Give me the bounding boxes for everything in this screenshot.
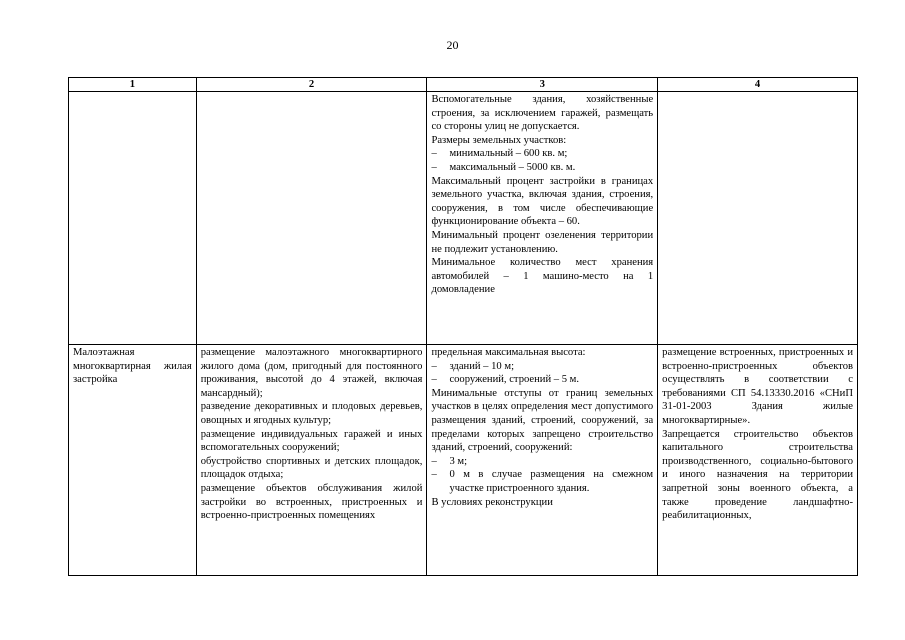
cell <box>196 92 427 345</box>
paragraph: обустройство спортивных и детских площадок, площадок отдыха; <box>200 455 423 481</box>
dash-marker: – <box>431 148 437 160</box>
table-row <box>69 92 858 345</box>
paragraph: разведение декоративных и плодовых деревьев, овощных и ягодных культур; <box>200 401 423 426</box>
cell-permitted-use-description <box>196 345 427 576</box>
dash-list-item <box>431 373 653 387</box>
dash-item-text: 3 м; <box>449 455 468 467</box>
paragraph: Вспомогательные здания, хозяйственные строения, за исключением гаражей, размещать со стороны улиц не допускается. <box>431 94 654 133</box>
paragraph: предельная максимальная высота: <box>431 347 586 358</box>
dash-marker: – <box>431 455 437 467</box>
paragraph: Запрещается строительство объектов капитального строительства производственного, социально-бытового и иного назначения на территории запретной зоны военного объекта, а также проведение ландшафтно-реабилитационных, <box>662 428 853 522</box>
cell <box>427 92 658 345</box>
dash-marker: – <box>431 360 437 372</box>
paragraph: размещение объектов обслуживания жилой застройки во встроенных, пристроенных и встроенно-пристроенных помещениях <box>200 482 423 522</box>
dash-marker: – <box>431 161 437 173</box>
dash-item-text: 0 м в случае размещения на смежном участке пристроенного здания. <box>449 469 654 494</box>
regulations-table <box>68 77 858 576</box>
paragraph: Малоэтажная многоквартирная жилая застройка <box>73 347 192 386</box>
cell-notes <box>658 345 858 576</box>
cell <box>69 92 197 345</box>
header-col-2: 2 <box>196 78 427 92</box>
paragraph: Максимальный процент застройки в границах земельного участка, включая здания, строения, сооружения, в том числе обеспечивающие функционирование объекта – 60. <box>431 175 654 228</box>
paragraph: размещение индивидуальных гаражей и иных вспомогательных сооружений; <box>200 428 423 454</box>
dash-list-item <box>431 455 653 469</box>
paragraph: Минимальный процент озеленения территории не подлежит установлению. <box>431 229 654 255</box>
header-col-4: 4 <box>658 78 858 92</box>
paragraph: В условиях реконструкции <box>431 496 553 508</box>
cell-land-use-type <box>69 345 197 576</box>
dash-list-item <box>431 468 653 495</box>
dash-list-item <box>431 360 653 374</box>
table-row <box>69 345 858 576</box>
dash-list-item <box>431 161 653 175</box>
dash-item-text: минимальный – 600 кв. м; <box>449 148 568 160</box>
paragraph: размещение встроенных, пристроенных и встроенно-пристроенных объектов осуществлять в соответствии с требованиями СП 54.13330.2016 «СНиП 31-01-2003 Здания жилые многоквартирные». <box>662 347 853 426</box>
cell-parameters <box>427 345 658 576</box>
cell <box>658 92 858 345</box>
header-col-3: 3 <box>427 78 658 92</box>
dash-item-text: зданий – 10 м; <box>449 360 515 372</box>
header-col-1: 1 <box>69 78 197 92</box>
paragraph: Минимальное количество мест хранения автомобилей – 1 машино-место на 1 домовладение <box>431 257 654 296</box>
page-number: 20 <box>446 38 459 52</box>
paragraph: Размеры земельных участков: <box>431 134 567 146</box>
dash-marker: – <box>431 374 437 386</box>
dash-item-text: сооружений, строений – 5 м. <box>449 374 580 386</box>
table-header-row <box>69 78 858 92</box>
paragraph: размещение малоэтажного многоквартирного жилого дома (дом, пригодный для постоянного проживания, высотой до 4 этажей, включая мансардный); <box>200 347 423 399</box>
dash-item-text: максимальный – 5000 кв. м. <box>449 161 576 173</box>
dash-list-item <box>431 147 653 161</box>
paragraph: Минимальные отступы от границ земельных участков в целях определения мест допустимого размещения зданий, строений, сооружений, за пределами которых запрещено строительство зданий, строений, сооружений: <box>431 387 654 454</box>
dash-marker: – <box>431 469 437 481</box>
